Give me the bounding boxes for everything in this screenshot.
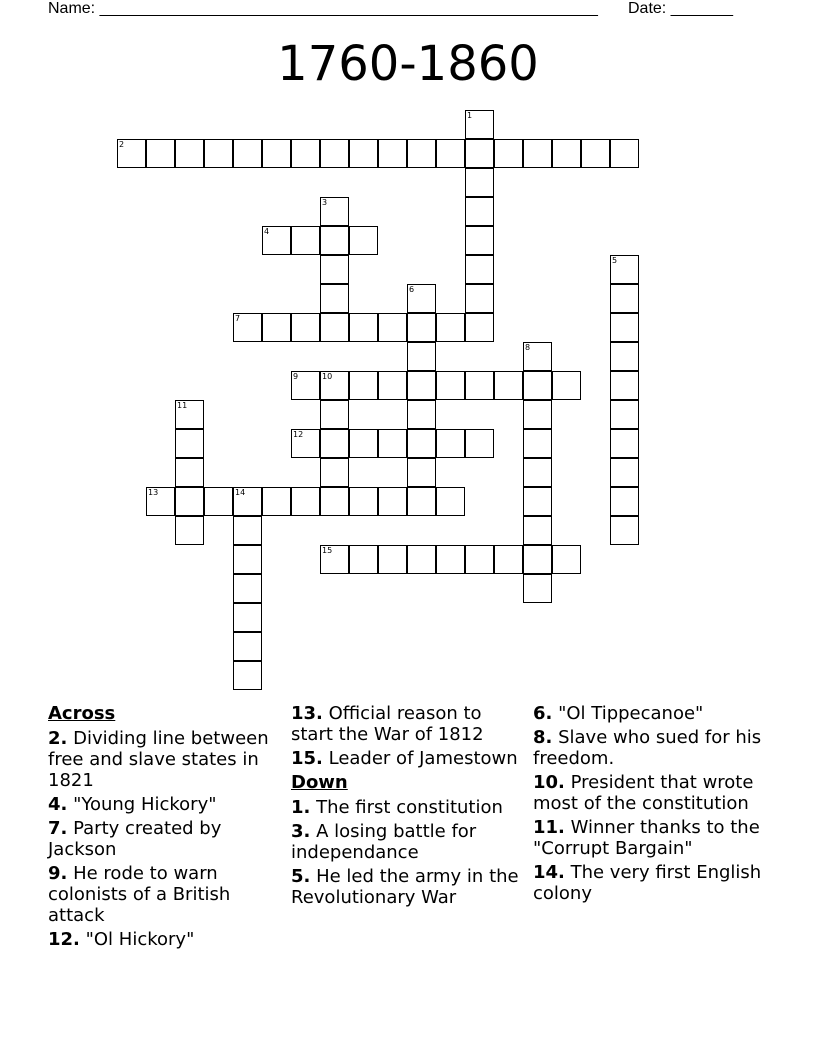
grid-cell[interactable] — [523, 139, 552, 168]
clue-number: 7. — [48, 818, 68, 839]
clue-text: The first constitution — [310, 797, 503, 818]
grid-cell[interactable] — [465, 197, 494, 226]
grid-cell[interactable] — [233, 632, 262, 661]
grid-cell[interactable] — [610, 313, 639, 342]
grid-cell[interactable] — [610, 429, 639, 458]
grid-cell[interactable] — [233, 661, 262, 690]
cell-number: 4 — [264, 227, 270, 236]
grid-cell[interactable] — [407, 371, 436, 400]
grid-cell[interactable] — [523, 487, 552, 516]
grid-cell[interactable] — [465, 139, 494, 168]
grid-cell[interactable] — [378, 487, 407, 516]
down-clue-6 — [533, 703, 765, 724]
grid-cell[interactable] — [291, 226, 320, 255]
grid-cell[interactable] — [291, 371, 320, 400]
grid-cell[interactable] — [552, 139, 581, 168]
across-clue-9 — [48, 863, 280, 926]
clue-text: A losing battle for independance — [291, 821, 477, 863]
clue-text: "Young Hickory" — [67, 794, 217, 815]
grid-cell[interactable] — [494, 139, 523, 168]
clue-text: Dividing line between free and slave states in 1821 — [48, 728, 269, 791]
grid-cell[interactable] — [320, 458, 349, 487]
clue-text: Party created by Jackson — [48, 818, 222, 860]
grid-cell[interactable] — [378, 139, 407, 168]
across-clue-12 — [48, 929, 280, 950]
down-clue-1 — [291, 797, 523, 818]
grid-cell[interactable] — [233, 574, 262, 603]
grid-cell[interactable] — [146, 487, 175, 516]
grid-cell[interactable] — [320, 197, 349, 226]
down-clue-11 — [533, 817, 765, 859]
grid-cell[interactable] — [233, 516, 262, 545]
cell-number: 8 — [525, 343, 531, 352]
clue-text: Leader of Jamestown — [322, 748, 518, 769]
grid-cell[interactable] — [610, 400, 639, 429]
grid-cell[interactable] — [610, 458, 639, 487]
cell-number: 9 — [293, 372, 299, 381]
puzzle-title: 1760-1860 — [277, 36, 539, 92]
grid-cell[interactable] — [436, 313, 465, 342]
clue-number: 11. — [533, 817, 565, 838]
grid-cell[interactable] — [610, 342, 639, 371]
grid-cell[interactable] — [320, 226, 349, 255]
grid-cell[interactable] — [320, 371, 349, 400]
grid-cell[interactable] — [436, 139, 465, 168]
clue-column-3 — [533, 703, 765, 907]
cell-number: 2 — [119, 140, 125, 149]
grid-cell[interactable] — [204, 487, 233, 516]
clue-text: He led the army in the Revolutionary War — [291, 866, 519, 908]
clue-text: He rode to warn colonists of a British attack — [48, 863, 231, 926]
grid-cell[interactable] — [407, 487, 436, 516]
grid-cell[interactable] — [349, 487, 378, 516]
grid-cell[interactable] — [465, 545, 494, 574]
grid-cell[interactable] — [349, 371, 378, 400]
grid-cell[interactable] — [320, 545, 349, 574]
grid-cell[interactable] — [349, 226, 378, 255]
grid-cell[interactable] — [233, 139, 262, 168]
grid-cell[interactable] — [320, 429, 349, 458]
grid-cell[interactable] — [378, 313, 407, 342]
clue-text: President that wrote most of the constitution — [533, 772, 754, 814]
grid-cell[interactable] — [320, 313, 349, 342]
grid-cell[interactable] — [610, 371, 639, 400]
grid-cell[interactable] — [175, 429, 204, 458]
grid-cell[interactable] — [407, 139, 436, 168]
across-clue-15 — [291, 748, 523, 769]
down-clue-10 — [533, 772, 765, 814]
grid-cell[interactable] — [262, 226, 291, 255]
across-clue-4 — [48, 794, 280, 815]
grid-cell[interactable] — [465, 284, 494, 313]
grid-cell[interactable] — [465, 429, 494, 458]
grid-cell[interactable] — [407, 400, 436, 429]
grid-cell[interactable] — [610, 284, 639, 313]
cell-number: 11 — [177, 401, 188, 410]
grid-cell[interactable] — [436, 545, 465, 574]
name-line: Name: ________________________________________________________ — [48, 0, 598, 17]
clue-text: Official reason to start the War of 1812 — [291, 703, 484, 745]
across-clue-2 — [48, 728, 280, 791]
grid-cell[interactable] — [175, 458, 204, 487]
clue-text: Winner thanks to the "Corrupt Bargain" — [533, 817, 760, 859]
grid-cell[interactable] — [494, 371, 523, 400]
down-clue-8 — [533, 727, 765, 769]
grid-cell[interactable] — [407, 342, 436, 371]
grid-cell[interactable] — [349, 139, 378, 168]
clue-text: The very first English colony — [533, 862, 762, 904]
grid-cell[interactable] — [436, 429, 465, 458]
grid-cell[interactable] — [378, 429, 407, 458]
grid-cell[interactable] — [610, 139, 639, 168]
grid-cell[interactable] — [523, 458, 552, 487]
cell-number: 14 — [235, 488, 246, 497]
clue-text: Slave who sued for his freedom. — [533, 727, 762, 769]
grid-cell[interactable] — [465, 226, 494, 255]
clue-number: 12. — [48, 929, 80, 950]
grid-cell[interactable] — [523, 545, 552, 574]
grid-cell[interactable] — [581, 139, 610, 168]
grid-cell[interactable] — [523, 516, 552, 545]
grid-cell[interactable] — [465, 168, 494, 197]
grid-cell[interactable] — [407, 313, 436, 342]
date-line: Date: _______ — [628, 0, 733, 17]
down-heading: Down — [291, 772, 348, 793]
across-clue-13 — [291, 703, 523, 745]
grid-cell[interactable] — [117, 139, 146, 168]
grid-cell[interactable] — [378, 371, 407, 400]
grid-cell[interactable] — [610, 516, 639, 545]
grid-cell[interactable] — [320, 487, 349, 516]
grid-cell[interactable] — [349, 313, 378, 342]
grid-cell[interactable] — [436, 371, 465, 400]
grid-cell[interactable] — [349, 429, 378, 458]
cell-number: 3 — [322, 198, 328, 207]
grid-cell[interactable] — [291, 429, 320, 458]
grid-cell[interactable] — [523, 574, 552, 603]
clue-number: 1. — [291, 797, 311, 818]
grid-cell[interactable] — [610, 487, 639, 516]
grid-cell[interactable] — [175, 487, 204, 516]
grid-cell[interactable] — [320, 139, 349, 168]
cell-number: 15 — [322, 546, 333, 555]
clue-column-2 — [291, 703, 523, 911]
clue-number: 8. — [533, 727, 553, 748]
cell-number: 1 — [467, 111, 473, 120]
cell-number: 5 — [612, 256, 618, 265]
cell-number: 10 — [322, 372, 333, 381]
clue-number: 4. — [48, 794, 68, 815]
cell-number: 7 — [235, 314, 241, 323]
clue-number: 2. — [48, 728, 68, 749]
grid-cell[interactable] — [523, 429, 552, 458]
grid-cell[interactable] — [523, 400, 552, 429]
grid-cell[interactable] — [465, 371, 494, 400]
grid-cell[interactable] — [407, 458, 436, 487]
grid-cell[interactable] — [552, 371, 581, 400]
grid-cell[interactable] — [610, 255, 639, 284]
clue-number: 3. — [291, 821, 311, 842]
grid-cell[interactable] — [175, 516, 204, 545]
grid-cell[interactable] — [146, 139, 175, 168]
grid-cell[interactable] — [378, 545, 407, 574]
clue-text: "Ol Tippecanoe" — [552, 703, 704, 724]
grid-cell[interactable] — [291, 313, 320, 342]
cell-number: 6 — [409, 285, 415, 294]
clue-number: 10. — [533, 772, 565, 793]
grid-cell[interactable] — [262, 313, 291, 342]
cell-number: 13 — [148, 488, 159, 497]
grid-cell[interactable] — [233, 487, 262, 516]
grid-cell[interactable] — [320, 284, 349, 313]
grid-cell[interactable] — [175, 400, 204, 429]
grid-cell[interactable] — [262, 487, 291, 516]
clue-number: 13. — [291, 703, 323, 724]
across-clue-7 — [48, 818, 280, 860]
clue-number: 15. — [291, 748, 323, 769]
grid-cell[interactable] — [233, 545, 262, 574]
grid-cell[interactable] — [465, 110, 494, 139]
clue-text: "Ol Hickory" — [79, 929, 195, 950]
grid-cell[interactable] — [523, 371, 552, 400]
grid-cell[interactable] — [320, 400, 349, 429]
grid-cell[interactable] — [204, 139, 233, 168]
grid-cell[interactable] — [494, 545, 523, 574]
clue-number: 9. — [48, 863, 68, 884]
across-heading: Across — [48, 703, 116, 724]
down-clue-5 — [291, 866, 523, 908]
grid-cell[interactable] — [523, 342, 552, 371]
grid-cell[interactable] — [407, 429, 436, 458]
grid-cell[interactable] — [233, 603, 262, 632]
clue-column-1 — [48, 703, 280, 953]
grid-cell[interactable] — [291, 487, 320, 516]
grid-cell[interactable] — [320, 255, 349, 284]
grid-cell[interactable] — [407, 284, 436, 313]
grid-cell[interactable] — [262, 139, 291, 168]
clue-number: 6. — [533, 703, 553, 724]
grid-cell[interactable] — [465, 313, 494, 342]
grid-cell[interactable] — [291, 139, 320, 168]
clue-number: 14. — [533, 862, 565, 883]
grid-cell[interactable] — [436, 487, 465, 516]
down-clue-14 — [533, 862, 765, 904]
grid-cell[interactable] — [349, 545, 378, 574]
clue-number: 5. — [291, 866, 311, 887]
grid-cell[interactable] — [552, 545, 581, 574]
grid-cell[interactable] — [465, 255, 494, 284]
cell-number: 12 — [293, 430, 304, 439]
grid-cell[interactable] — [233, 313, 262, 342]
grid-cell[interactable] — [175, 139, 204, 168]
grid-cell[interactable] — [407, 545, 436, 574]
down-clue-3 — [291, 821, 523, 863]
